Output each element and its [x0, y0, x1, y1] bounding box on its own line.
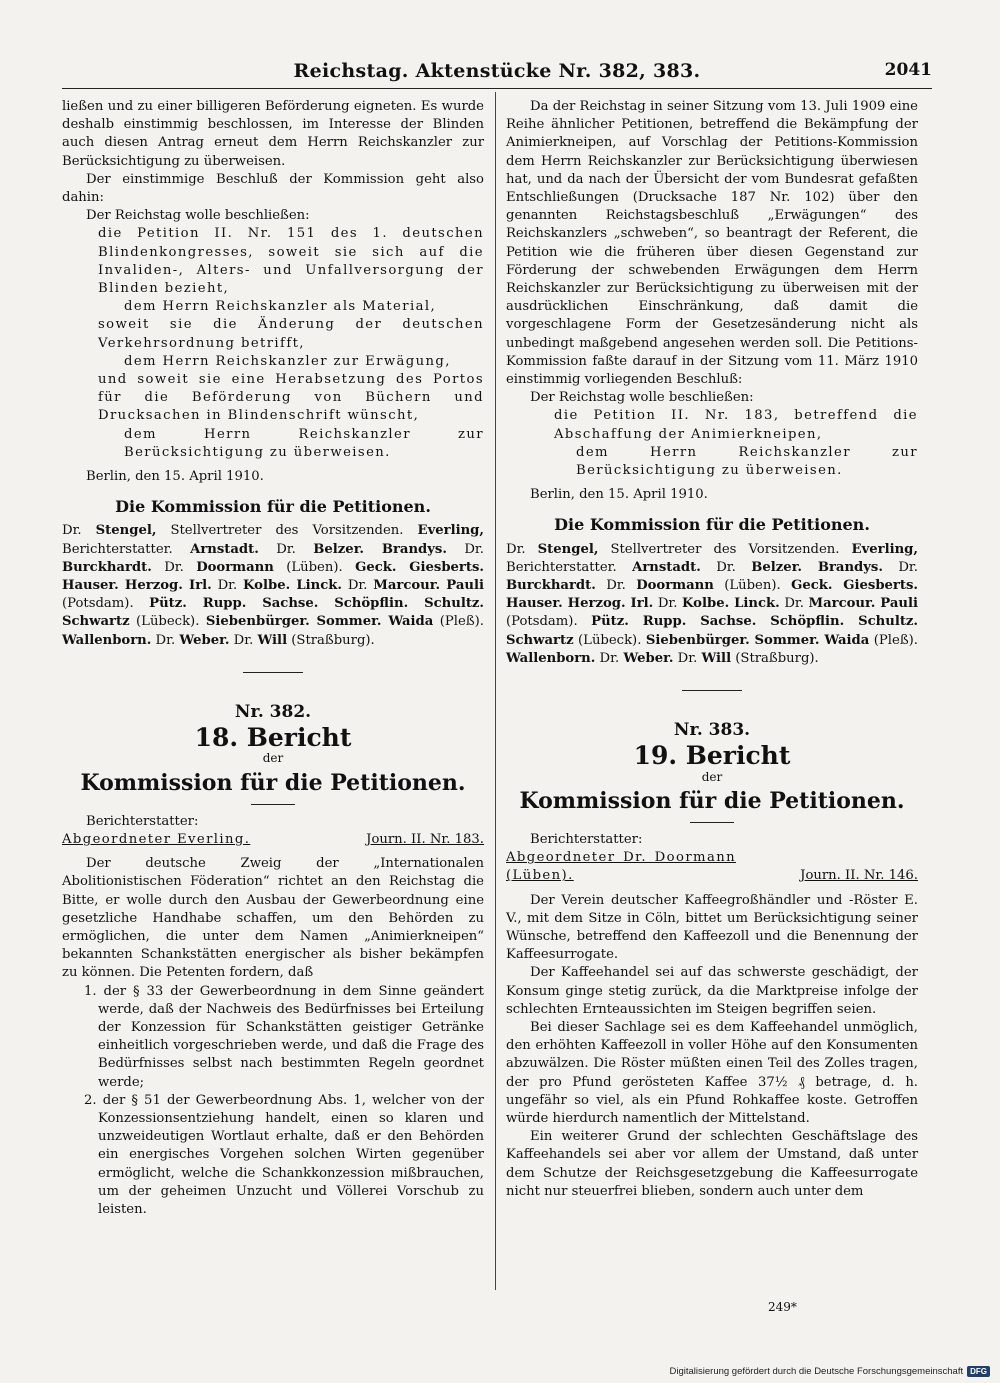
commission-heading: Kommission für die Petitionen. [519, 787, 905, 814]
list-item: 2. der § 51 der Gewerbeordnung Abs. 1, welcher von der Konzessionsentziehung handelt, einen so klaren und unzweideutigen Wortlaut erhalte, daß er den Behörden ein energisches Vorgehen solchen Wirten gegenüber ermöglicht, welche die Schankkonzession mißbrauchen, um der geheimen Unzucht und Völlerei Vorschub zu leisten. [84, 1092, 484, 1217]
report-title: 18. Bericht [194, 723, 352, 753]
paragraph: Der Kaffeehandel sei auf das schwerste geschädigt, der Konsum ginge stetig zurück, da die Marktpreise infolge der schlechten Ernteaussichten im Steigen begriffen seien. [506, 965, 918, 1017]
member-list: Dr. Stengel, Stellvertreter des Vorsitzenden. Everling, Berichterstatter. Arnstadt. Dr. Belzer. Brandys. Dr. Burckhardt. Dr. Doormann (Lüben). Geck. Giesberts. Hauser. Herzog. Irl. Dr. Kolbe. Linck. Dr. Marcour. Pauli (Potsdam). Pütz. Rupp. Sachse. Schöpflin. Schultz. Schwartz (Lübeck). Siebenbürger. Sommer. Waida (Pleß). Wallenborn. Dr. Weber. Dr. Will (Straßburg). [506, 541, 919, 666]
right-column [506, 98, 918, 1201]
resolution-clause: die Petition II. Nr. 151 des 1. deutschen Blindenkongresses, soweit sie sich auf die Invaliden-, Alters- und Unfallversorgung der Blinden bezieht, [98, 226, 484, 297]
document-number: Nr. 383. [673, 720, 751, 741]
column-divider [495, 92, 496, 1290]
resolution-clause: die Petition II. Nr. 183, betreffend die Abschaffung der Animierkneipen, [554, 408, 918, 442]
resolution-clause: soweit sie die Änderung der deutschen Verkehrsordnung betrifft, [98, 317, 484, 351]
heading-rule [690, 822, 734, 823]
digitization-credit [670, 1366, 991, 1377]
rapporteur-line [506, 849, 918, 885]
dfg-logo: DFG [967, 1366, 990, 1377]
document-number: Nr. 382. [234, 701, 312, 722]
paragraph: Der einstimmige Beschluß der Kommission geht also dahin: [62, 171, 484, 206]
resolution-clause: und soweit sie eine Herabsetzung des Portos für die Beförderung von Büchern und Drucksachen in Blindenschrift wünscht, [98, 372, 484, 424]
date-line: Berlin, den 15. April 1910. [530, 487, 708, 503]
resolution-clause: dem Herrn Reichskanzler zur Berücksichtigung zu überweisen. [124, 426, 484, 460]
date-line: Berlin, den 15. April 1910. [86, 469, 264, 485]
resolution-clause: dem Herrn Reichskanzler zur Erwägung, [124, 353, 451, 369]
paragraph: Bei dieser Sachlage sei es dem Kaffeehandel unmöglich, den erhöhten Kaffeezoll in voller Höhe auf den Konsumenten abzuwälzen. Die Röster müßten einen Teil des Zolles tragen, der pro Pfund gerösteten Kaffee 37½ ₰ betrage, d. h. ungefähr so viel, als ein Pfund Rohkaffee koste. Getroffen würde hierdurch namentlich der Mittelstand. [506, 1019, 918, 1126]
rapporteur-name: Abgeordneter Dr. Doormann (Lüben). [506, 850, 736, 884]
left-column [62, 98, 484, 1219]
journal-number: Journ. II. Nr. 146. [800, 868, 918, 884]
page-header [62, 58, 932, 89]
paragraph: Ein weiterer Grund der schlechten Geschäftslage des Kaffeehandels sei aber vor allem der Umstand, daß unter dem Schutze der Reichsgesetzgebung die Kaffeesurrogate nicht nur steuerfrei blieben, sondern auch unter dem [506, 1129, 918, 1199]
resolution-intro: Der Reichstag wolle beschließen: [530, 390, 754, 406]
commission-title: Die Kommission für die Petitionen. [554, 515, 870, 535]
rapporteur-name: Abgeordneter Everling. [62, 831, 251, 847]
signature-mark: 249* [768, 1300, 797, 1314]
paragraph: Da der Reichstag in seiner Sitzung vom 13. Juli 1909 eine Reihe ähnlicher Petitionen, betreffend die Bekämpfung der Animierkneipen, auf Vorschlag der Petitions-Kommission dem Herrn Reichskanzler zur Berücksichtigung überwiesen hat, und da nach der Übersicht der vom Bundesrat gefaßten Entschließungen (Drucksache 187 Nr. 102) über den genannten Reichstagsbeschluß „Erwägungen“ des Reichskanzlers „schweben“, so beantragt der Referent, die Petition wie die früheren über diesen Gegenstand zur Förderung der schwebenden Erwägungen dem Herrn Reichskanzler zur Berücksichtigung zu überweisen mit der ausdrücklichen Einschränkung, daß damit die vorgeschlagene Form der Gesetzesänderung nicht als unbedingt maßgebend angesehen werden soll. Die Petitions-Kommission faßte darauf in der Sitzung vom 11. März 1910 einstimmig vorliegenden Beschluß: [506, 99, 918, 388]
section-rule [243, 672, 303, 673]
resolution-clause: dem Herrn Reichskanzler als Material, [124, 299, 437, 315]
resolution-clause: dem Herrn Reichskanzler zur Berücksichtigung zu überweisen. [576, 444, 918, 479]
paragraph: ließen und zu einer billigeren Beförderung eigneten. Es wurde deshalb einstimmig beschlossen, im Interesse der Blinden auch diesen Antrag erneut dem Herrn Reichskanzler zur Berücksichtigung zu überweisen. [62, 99, 484, 169]
rapporteur-label: Berichterstatter: [86, 813, 199, 829]
report-title: 19. Bericht [633, 741, 791, 771]
report-der: der [262, 751, 284, 766]
commission-title: Die Kommission für die Petitionen. [115, 497, 431, 517]
paragraph: Der Verein deutscher Kaffeegroßhändler und -Röster E. V., mit dem Sitze in Cöln, bittet um Berücksichtigung seiner Wünsche, betreffend den Kaffeezoll und die Benennung der Kaffeesurrogate. [506, 892, 918, 963]
heading-rule [251, 804, 295, 805]
member-list: Dr. Stengel, Stellvertreter des Vorsitzenden. Everling, Berichterstatter. Arnstadt. Dr. Belzer. Brandys. Dr. Burckhardt. Dr. Doormann (Lüben). Geck. Giesberts. Hauser. Herzog. Irl. Dr. Kolbe. Linck. Dr. Marcour. Pauli (Potsdam). Pütz. Rupp. Sachse. Schöpflin. Schultz. Schwartz (Lübeck). Siebenbürger. Sommer. Waida (Pleß). Wallenborn. Dr. Weber. Dr. Will (Straßburg). [62, 523, 485, 648]
running-title: Reichstag. Aktenstücke Nr. 382, 383. [293, 60, 701, 82]
list-item: 1. der § 33 der Gewerbeordnung in dem Sinne geändert werde, daß der Nachweis des Bedürfnisses bei Erteilung der Konzession für Schankstätten geistiger Getränke einheitlich vorgeschrieben werde, und daß die Frage des Bedürfnisses selbst nach bestimmten Regeln geordnet werde; [84, 983, 484, 1090]
credit-text: Digitalisierung gefördert durch die Deutsche Forschungsgemeinschaft [669, 1366, 964, 1377]
commission-heading: Kommission für die Petitionen. [80, 769, 466, 796]
section-rule [682, 690, 742, 691]
resolution-intro: Der Reichstag wolle beschließen: [86, 208, 310, 224]
rapporteur-label: Berichterstatter: [530, 831, 643, 847]
page-number: 2041 [884, 60, 932, 80]
report-der: der [701, 769, 723, 784]
paragraph: Der deutsche Zweig der „Internationalen Abolitionistischen Föderation“ richtet an den Reichstag die Bitte, er wolle durch den Ausbau der Gewerbeordnung eine gesetzliche Handhabe schaffen, um den Behörden zu ermöglichen, die unter dem Namen „Animierkneipen“ bekannten Schankstätten energischer als bisher bekämpfen zu können. Die Petenten fordern, daß [62, 856, 484, 981]
rapporteur-line [62, 831, 484, 849]
journal-number: Journ. II. Nr. 183. [366, 831, 484, 847]
